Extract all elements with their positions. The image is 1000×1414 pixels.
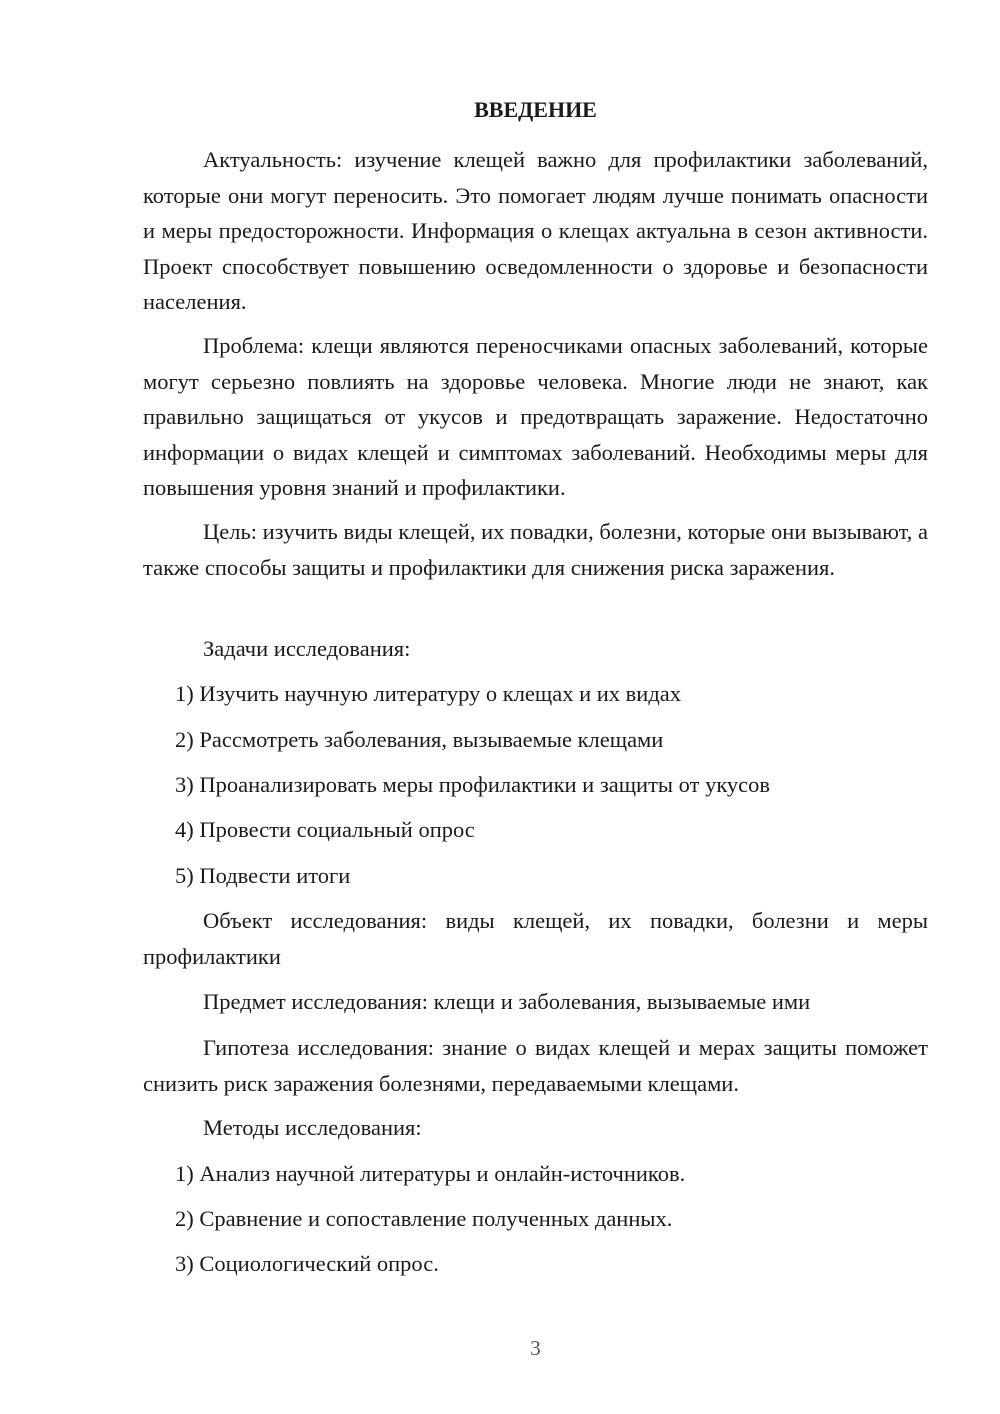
subject-paragraph: Предмет исследования: клещи и заболевания, вызываемые ими	[203, 989, 811, 1014]
object-paragraph: Объект исследования: виды клещей, их повадки, болезни и меры профилактики	[143, 908, 928, 969]
task-item-4: 4) Провести социальный опрос	[175, 817, 475, 842]
page-title: ВВЕДЕНИЕ	[474, 97, 597, 122]
task-item-3: 3) Проанализировать меры профилактики и защиты от укусов	[175, 772, 771, 797]
task-item-5: 5) Подвести итоги	[175, 863, 351, 888]
methods-heading: Методы исследования:	[203, 1115, 422, 1140]
problem-paragraph: Проблема: клещи являются переносчиками опасных заболеваний, которые могут серьезно повлиять на здоровье человека. Многие люди не знают, как правильно защищаться от укусов и предотвращать заражение. Недостаточно информации о видах клещей и симптомах заболеваний. Необходимы меры для повышения уровня знаний и профилактики.	[143, 333, 928, 500]
relevance-paragraph: Актуальность: изучение клещей важно для профилактики заболеваний, которые они могут переносить. Это помогает людям лучше понимать опасности и меры предосторожности. Информация о клещах актуальна в сезон активности. Проект способствует повышению осведомленности о здоровье и безопасности населения.	[143, 147, 928, 314]
task-item-1: 1) Изучить научную литературу о клещах и их видах	[175, 681, 682, 706]
page-number: 3	[530, 1336, 541, 1360]
goal-paragraph: Цель: изучить виды клещей, их повадки, болезни, которые они вызывают, а также способы защиты и профилактики для снижения риска заражения.	[143, 519, 928, 580]
task-item-2: 2) Рассмотреть заболевания, вызываемые клещами	[175, 727, 664, 752]
method-item-2: 2) Сравнение и сопоставление полученных данных.	[175, 1206, 673, 1231]
tasks-heading: Задачи исследования:	[203, 636, 411, 661]
method-item-3: 3) Социологический опрос.	[175, 1251, 439, 1276]
method-item-1: 1) Анализ научной литературы и онлайн-источников.	[175, 1161, 686, 1186]
hypothesis-paragraph: Гипотеза исследования: знание о видах клещей и мерах защиты поможет снизить риск заражения болезнями, передаваемыми клещами.	[143, 1035, 928, 1096]
document-page	[143, 0, 928, 1414]
